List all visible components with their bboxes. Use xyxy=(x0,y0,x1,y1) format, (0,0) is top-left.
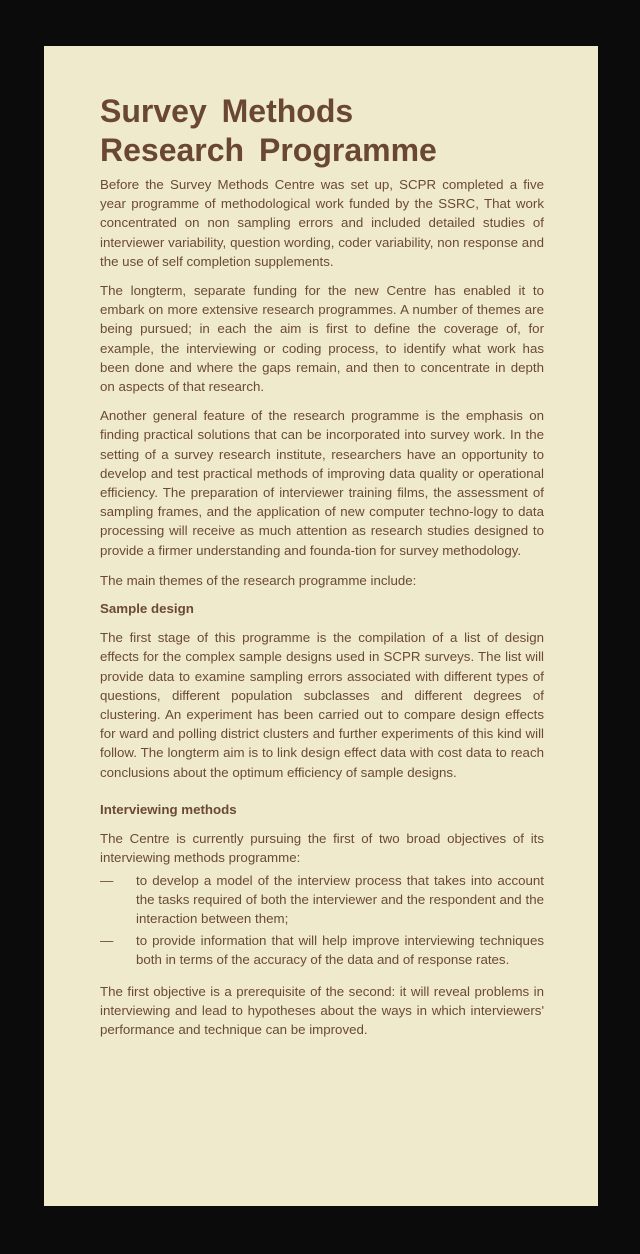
paragraph-practical-solutions: Another general feature of the research programme is the emphasis on finding practical solutions that can be incorporated into survey work. In the setting of a survey research institute, researchers have an opportunity to develop and test practical methods of improving data quality or operational efficiency. The preparation of interviewer training films, the assessment of sampling frames, and the application of new computer techno-logy to data processing will receive as much attention as research studies designed to provide a firmer understanding and founda-tion for survey methodology. xyxy=(100,408,544,558)
paragraph-intro: Before the Survey Methods Centre was set up, SCPR completed a five year programme of methodological work funded by the SSRC, That work concentrated on non sampling errors and included detailed studies of interviewer variability, question wording, coder variability, non response and the use of self completion supplements. xyxy=(100,177,544,269)
section-heading-interviewing-methods: Interviewing methods xyxy=(100,801,237,817)
paragraph-funding: The longterm, separate funding for the new Centre has enabled it to embark on more extensive research programmes. A number of themes are being pursued; in each the aim is first to define the coverage of, for example, the interviewing or coding process, to identify what work has been done and where the gaps remain, and then to concentrate in depth on aspects of that research. xyxy=(100,283,544,395)
list-item xyxy=(100,871,544,929)
document-page xyxy=(44,46,598,1206)
list-item-text: to develop a model of the interview process that takes into account the tasks required of both the interviewer and the respondent and the interaction between them; xyxy=(136,872,544,926)
paragraph-conclusion: The first objective is a prerequisite of the second: it will reveal problems in interviewing and lead to hypotheses about the ways in which interviewers' performance and technique can be improved. xyxy=(100,983,544,1037)
paragraph-sample-design: The first stage of this programme is the compilation of a list of design effects for the complex sample designs used in SCPR surveys. The list will provide data to examine sampling errors associated with different types of questions, different population subclasses and different degrees of clustering. An experiment has been carried out to compare design effects for ward and polling district clusters and further experiments of this kind will follow. The longterm aim is to link design effect data with cost data to reach conclusions about the optimum efficiency of sample designs. xyxy=(100,630,544,780)
paragraph-interviewing-intro: The Centre is currently pursuing the first of two broad objectives of its interviewing methods programme: xyxy=(100,831,544,866)
dash-bullet: — xyxy=(100,872,114,888)
list-item xyxy=(100,931,544,969)
page-title xyxy=(100,92,544,170)
list-item-text: to provide information that will help improve interviewing techniques both in terms of the accuracy of the data and of response rates. xyxy=(136,933,544,968)
dash-bullet: — xyxy=(100,933,114,949)
objectives-list xyxy=(100,871,544,970)
title-line-1: Survey Methods xyxy=(100,93,354,129)
title-line-2: Research Programme xyxy=(100,132,437,168)
themes-intro: The main themes of the research programme include: xyxy=(100,572,417,588)
section-heading-sample-design: Sample design xyxy=(100,601,194,617)
